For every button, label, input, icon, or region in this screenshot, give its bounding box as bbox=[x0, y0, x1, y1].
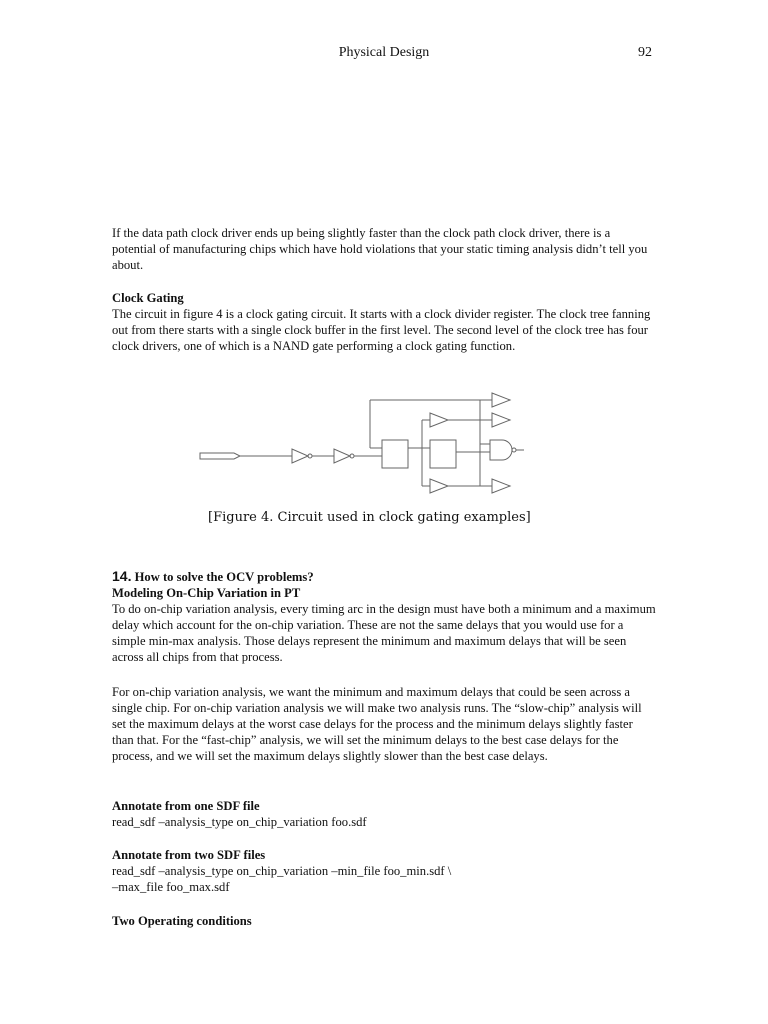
clock-driver-4-shape bbox=[492, 479, 510, 493]
figure-caption bbox=[208, 510, 531, 525]
ocv-paragraph-2: For on-chip variation analysis, we want the minimum and maximum delays that could be seen across a single chip. For on-chip variation analysis we will make two analysis runs. The “slow-chip” analysis will set the maximum delays at the worst case delays for the process and the minimum delays slightly faster than that. For the “fast-chip” analysis, we will set the minimum delays to the best case delays for the process, and we will set the maximum delays slightly slower than the best case delays. bbox=[112, 685, 642, 764]
annotate-two-command-line-1: read_sdf –analysis_type on_chip_variation –min_file foo_min.sdf \ bbox=[112, 864, 452, 879]
intro-paragraph: If the data path clock driver ends up being slightly faster than the clock path clock driver, there is a potential of manufacturing chips which have hold violations that your static timing analysis didn’t tell you about. bbox=[112, 226, 648, 273]
input-port-shape bbox=[200, 453, 240, 459]
nand-gate-shape bbox=[490, 440, 512, 460]
nand-gate-bubble bbox=[512, 448, 516, 452]
buffer-4-shape bbox=[430, 479, 448, 493]
section-title: How to solve the OCV problems? bbox=[134, 570, 314, 584]
section-14-heading bbox=[112, 568, 657, 585]
page-header-title: Physical Design bbox=[338, 45, 430, 60]
clock-driver-2-shape bbox=[492, 413, 510, 427]
buffer-2-shape bbox=[334, 449, 350, 463]
circuit-diagram bbox=[190, 382, 530, 494]
gating-register-shape bbox=[430, 440, 456, 468]
annotate-two-block bbox=[112, 847, 657, 895]
two-operating-block bbox=[112, 913, 657, 929]
ocv-paragraph-1: To do on-chip variation analysis, every timing arc in the design must have both a minimum and a maximum delay which account for the on-chip variation. These are not the same delays that you would use for a simple min-max analysis. Those delays represent the minimum and maximum delays that will be seen across all chips from that process. bbox=[112, 602, 656, 665]
clock-gating-circuit-figure bbox=[190, 382, 530, 494]
ocv-paragraph-2-block bbox=[112, 684, 657, 764]
section-number: 14. bbox=[112, 568, 132, 584]
figure-caption-prefix: [Figure 4. bbox=[208, 510, 274, 525]
buffer-1-shape bbox=[292, 449, 308, 463]
section-subheading: Modeling On-Chip Variation in PT bbox=[112, 586, 301, 601]
buffer-3-shape bbox=[430, 413, 448, 427]
clock-gating-block bbox=[112, 290, 657, 354]
clock-driver-1-shape bbox=[492, 393, 510, 407]
clock-gating-heading: Clock Gating bbox=[112, 291, 184, 305]
page-number: 92 bbox=[638, 45, 652, 60]
intro-paragraph-block bbox=[112, 225, 657, 273]
divider-register-shape bbox=[382, 440, 408, 468]
annotate-one-block bbox=[112, 798, 657, 830]
figure-caption-text: Circuit used in clock gating examples] bbox=[273, 510, 531, 525]
annotate-two-command-line-2: –max_file foo_max.sdf bbox=[112, 880, 230, 895]
annotate-one-heading: Annotate from one SDF file bbox=[112, 799, 260, 813]
annotate-one-command: read_sdf –analysis_type on_chip_variation foo.sdf bbox=[112, 815, 367, 830]
annotate-two-heading: Annotate from two SDF files bbox=[112, 848, 266, 862]
two-operating-heading: Two Operating conditions bbox=[112, 914, 252, 928]
section-14-block bbox=[112, 568, 657, 666]
clock-gating-paragraph: The circuit in figure 4 is a clock gating circuit. It starts with a clock divider register. The clock tree fanning out from there starts with a single clock buffer in the first level. The second level of the clock tree has four clock drivers, one of which is a NAND gate performing a clock gating function. bbox=[112, 307, 651, 354]
